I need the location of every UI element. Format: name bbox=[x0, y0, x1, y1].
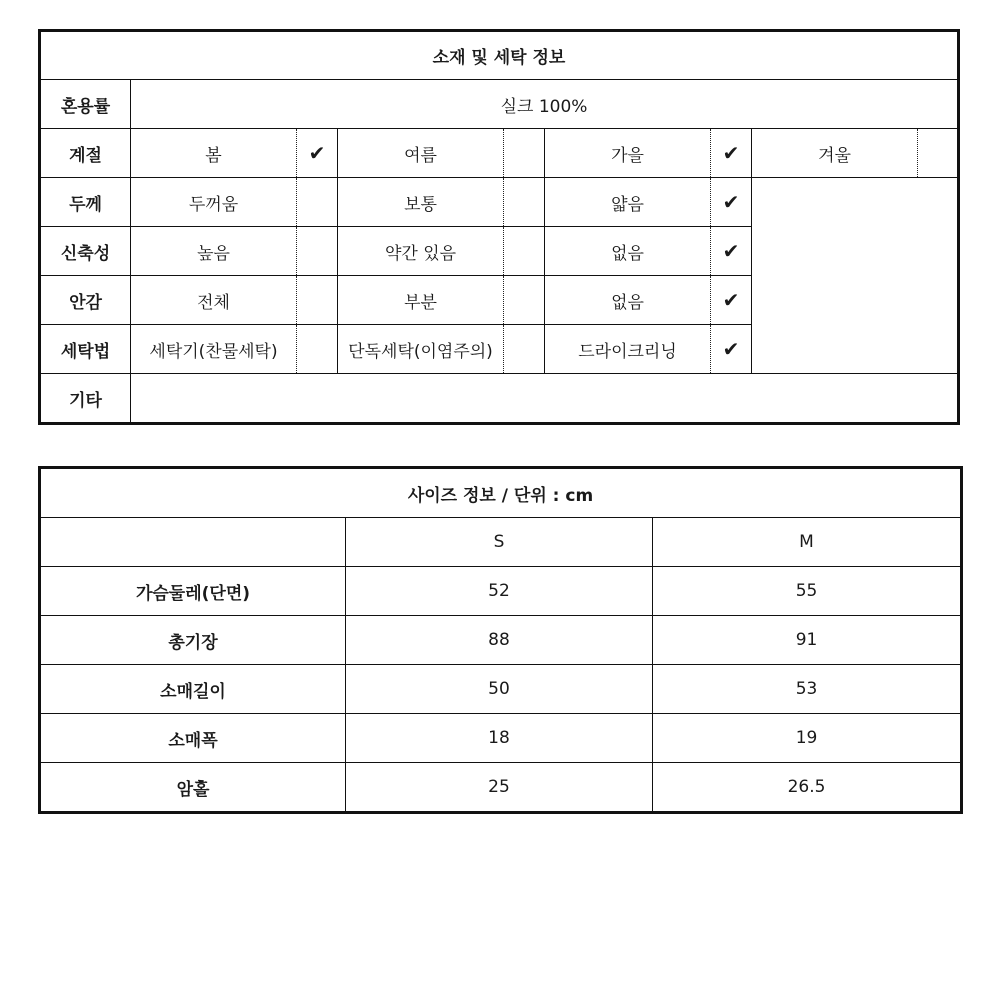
stretch-option-high: 높음 bbox=[131, 227, 297, 276]
washing-check-separate bbox=[504, 325, 545, 374]
size-header-blank bbox=[40, 518, 346, 567]
composition-value: 실크 100% bbox=[131, 80, 959, 129]
other-label: 기타 bbox=[40, 374, 131, 424]
size-title-row bbox=[40, 468, 962, 518]
stretch-option-slight: 약간 있음 bbox=[338, 227, 504, 276]
size-table-title: 사이즈 정보 / 단위 : cm bbox=[40, 468, 962, 518]
thickness-option-thick: 두꺼움 bbox=[131, 178, 297, 227]
empty-area bbox=[752, 178, 959, 374]
size-value-s: 52 bbox=[346, 567, 653, 616]
size-value-m: 19 bbox=[653, 714, 962, 763]
size-header-row bbox=[40, 518, 962, 567]
size-info-table bbox=[38, 466, 963, 814]
washing-option-dry-clean: 드라이크리닝 bbox=[545, 325, 711, 374]
size-value-s: 50 bbox=[346, 665, 653, 714]
size-value-s: 88 bbox=[346, 616, 653, 665]
thickness-check-thick bbox=[297, 178, 338, 227]
composition-label: 혼용률 bbox=[40, 80, 131, 129]
size-value-s: 18 bbox=[346, 714, 653, 763]
lining-label: 안감 bbox=[40, 276, 131, 325]
size-value-m: 91 bbox=[653, 616, 962, 665]
care-table-title: 소재 및 세탁 정보 bbox=[40, 31, 959, 80]
lining-option-none: 없음 bbox=[545, 276, 711, 325]
washing-label: 세탁법 bbox=[40, 325, 131, 374]
other-row bbox=[40, 374, 959, 424]
season-label: 계절 bbox=[40, 129, 131, 178]
season-option-summer: 여름 bbox=[338, 129, 504, 178]
composition-row bbox=[40, 80, 959, 129]
season-option-spring: 봄 bbox=[131, 129, 297, 178]
washing-option-machine: 세탁기(찬물세탁) bbox=[131, 325, 297, 374]
size-column-s: S bbox=[346, 518, 653, 567]
season-check-winter bbox=[918, 129, 959, 178]
season-row bbox=[40, 129, 959, 178]
table-row bbox=[40, 665, 962, 714]
washing-check-machine bbox=[297, 325, 338, 374]
measurement-label-sleeve-length: 소매길이 bbox=[40, 665, 346, 714]
stretch-check-slight bbox=[504, 227, 545, 276]
lining-option-full: 전체 bbox=[131, 276, 297, 325]
season-check-summer bbox=[504, 129, 545, 178]
table-row bbox=[40, 616, 962, 665]
lining-check-full bbox=[297, 276, 338, 325]
season-check-spring: ✔ bbox=[297, 129, 338, 178]
measurement-label-armhole: 암홀 bbox=[40, 763, 346, 813]
season-option-winter: 겨울 bbox=[752, 129, 918, 178]
measurement-label-chest: 가슴둘레(단면) bbox=[40, 567, 346, 616]
season-option-autumn: 가을 bbox=[545, 129, 711, 178]
lining-option-partial: 부분 bbox=[338, 276, 504, 325]
size-column-m: M bbox=[653, 518, 962, 567]
table-row bbox=[40, 567, 962, 616]
stretch-check-none: ✔ bbox=[711, 227, 752, 276]
size-value-m: 55 bbox=[653, 567, 962, 616]
table-row bbox=[40, 714, 962, 763]
lining-check-none: ✔ bbox=[711, 276, 752, 325]
washing-check-dry-clean: ✔ bbox=[711, 325, 752, 374]
thickness-check-normal bbox=[504, 178, 545, 227]
material-care-table bbox=[38, 29, 960, 425]
stretch-label: 신축성 bbox=[40, 227, 131, 276]
thickness-option-thin: 얇음 bbox=[545, 178, 711, 227]
table-row bbox=[40, 763, 962, 813]
season-check-autumn: ✔ bbox=[711, 129, 752, 178]
measurement-label-length: 총기장 bbox=[40, 616, 346, 665]
other-value bbox=[131, 374, 959, 424]
thickness-row bbox=[40, 178, 959, 227]
measurement-label-sleeve-width: 소매폭 bbox=[40, 714, 346, 763]
washing-option-separate: 단독세탁(이염주의) bbox=[338, 325, 504, 374]
care-title-row bbox=[40, 31, 959, 80]
size-value-m: 53 bbox=[653, 665, 962, 714]
size-value-s: 25 bbox=[346, 763, 653, 813]
lining-check-partial bbox=[504, 276, 545, 325]
size-value-m: 26.5 bbox=[653, 763, 962, 813]
thickness-check-thin: ✔ bbox=[711, 178, 752, 227]
thickness-label: 두께 bbox=[40, 178, 131, 227]
thickness-option-normal: 보통 bbox=[338, 178, 504, 227]
stretch-check-high bbox=[297, 227, 338, 276]
stretch-option-none: 없음 bbox=[545, 227, 711, 276]
